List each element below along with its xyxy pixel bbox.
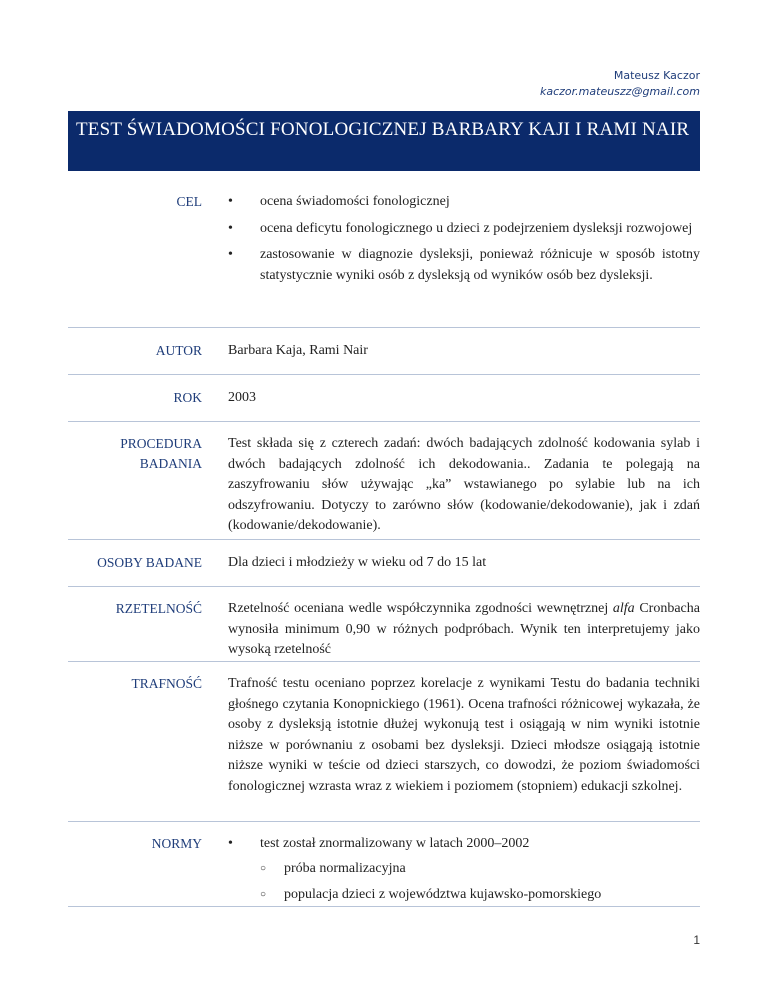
value-rzetelnosc (228, 599, 700, 661)
cel-bullet: • ocena świadomości fonologicznej (228, 192, 700, 213)
row-rzetelnosc (68, 587, 700, 662)
info-table (68, 190, 700, 907)
row-trafnosc (68, 662, 700, 822)
author-block (540, 68, 700, 100)
row-cel (68, 190, 700, 328)
row-procedura (68, 422, 700, 540)
value-procedura: Test składa się z czterech zadań: dwóch badających zdolność kodowania sylab i dwóch badających zdolność ich dekodowania.. Zadania te polegają na zaszyfrowaniu słów używając „ka” wstawianego po sylabie lub na ich odszyfrowaniu. Dotyczy to zarówno słów (kodowanie/dekodowanie), jak i zdań (kodowanie/dekodowanie). (228, 436, 700, 533)
value-osoby: Dla dzieci i młodzieży w wieku od 7 do 15 lat (228, 554, 487, 570)
author-email[interactable]: kaczor.mateuszz@gmail.com (540, 85, 700, 98)
page-title: TEST ŚWIADOMOŚCI FONOLOGICZNEJ BARBARY KAJI I RAMI NAIR (76, 119, 690, 140)
rzetelnosc-alfa: alfa (612, 601, 635, 616)
normy-bullet-list (228, 834, 700, 906)
value-rok: 2003 (228, 389, 256, 405)
row-normy (68, 822, 700, 907)
value-autor: Barbara Kaja, Rami Nair (228, 342, 368, 358)
row-rok (68, 375, 700, 422)
normy-bullet-text: test został znormalizowany w latach 2000–2002 (260, 836, 530, 851)
label-trafnosc: TRAFNOŚĆ (131, 676, 202, 691)
normy-sub-bullet: ○ próba normalizacyjna (260, 859, 700, 880)
label-normy: NORMY (151, 836, 202, 851)
rzetelnosc-text-1: Rzetelność oceniana wedle współczynnika zgodności wewnętrznej (228, 601, 613, 616)
cel-bullet-list (228, 192, 700, 286)
title-bar (68, 111, 700, 171)
rzetelnosc-text-2: Cronbacha wynosiła minimum 0,90 w różnych podpróbach. Wynik ten interpretujemy jako wysoką rzetelność (228, 601, 700, 657)
label-rok: ROK (173, 390, 202, 405)
value-trafnosc: Trafność testu oceniano poprzez korelacje z wynikami Testu do badania techniki głośnego czytania Konopnickiego (1961). Ocena trafności różnicowej wykazała, że osoby z dysleksją istotnie dłużej wykonują test i osiągają w nim wyniki istotnie niższe w porównaniu z osobami bez dysleksji. Dzieci młodsze osiągają istotnie niższe wyniki w teście od dzieci starszych, co dowodzi, że poziom świadomości fonologicznej wzrasta wraz z wiekiem i poziomem (stopniem) edukacji szkolnej. (228, 676, 700, 794)
label-procedura: PROCEDURA BADANIA (120, 436, 202, 471)
label-autor: AUTOR (155, 343, 202, 358)
normy-sub-bullet: ○ populacja dzieci z województwa kujawsko-pomorskiego (260, 885, 700, 906)
value-cel (228, 190, 700, 327)
row-autor (68, 328, 700, 375)
row-osoby (68, 540, 700, 587)
page-number: 1 (693, 933, 700, 947)
value-normy (228, 834, 700, 906)
normy-sub-list (260, 859, 700, 906)
label-cel: CEL (176, 194, 202, 209)
cel-bullet: • zastosowanie w diagnozie dysleksji, ponieważ różnicuje w sposób istotny statystycznie wyniki osób z dysleksją od wyników osób bez dysleksji. (228, 245, 700, 286)
label-rzetelnosc: RZETELNOŚĆ (115, 601, 202, 616)
label-osoby: OSOBY BADANE (97, 555, 202, 570)
normy-bullet (228, 834, 700, 906)
cel-bullet: • ocena deficytu fonologicznego u dzieci z podejrzeniem dysleksji rozwojowej (228, 219, 700, 240)
author-name: Mateusz Kaczor (613, 69, 700, 82)
